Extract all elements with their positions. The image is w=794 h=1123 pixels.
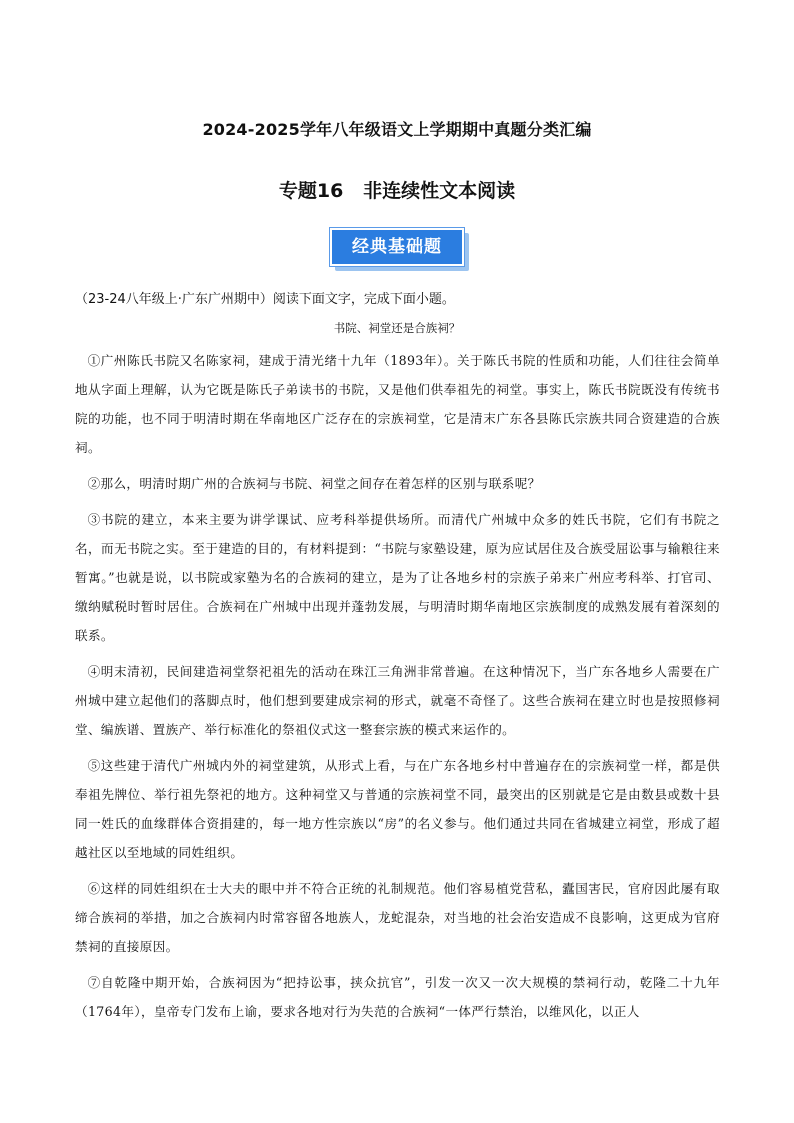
paragraph: ⑦自乾隆中期开始，合族祠因为“把持讼事，挟众抗官”，引发一次又一次大规模的禁祠行动，乾隆二十九年（1764年），皇帝专门发布上谕，要求各地对行为失范的合族祠“一体严行禁治，以维风化，以正人 [75,975,720,1019]
paragraph: ⑤这些建于清代广州城内外的祠堂建筑，从形式上看，与在广东各地乡村中普遍存在的宗族祠堂一样，都是供奉祖先牌位、举行祖先祭祀的地方。这种祠堂又与普通的宗族祠堂不同，最突出的区别就是它是由数县或数十县同一姓氏的血缘群体合资捐建的，每一地方性宗族以“房”的名义参与。他们通过共同在省城建立祠堂，形成了超越社区以至地域的同姓组织。 [75,758,720,860]
paragraph: ③书院的建立，本来主要为讲学课试、应考科举提供场所。而清代广州城中众多的姓氏书院，它们有书院之名，而无书院之实。至于建造的目的，有材料提到：“书院与家塾设建，原为应试居住及合族受屈讼事与输粮往来暂寓。”也就是说，以书院或家塾为名的合族祠的建立，是为了让各地乡村的宗族子弟来广州应考科举、打官司、缴纳赋税时暂时居住。合族祠在广州城中出现并蓬勃发展，与明清时期华南地区宗族制度的成熟发展有着深刻的联系。 [75,512,720,643]
paragraph: ⑥这样的同姓组织在士大夫的眼中并不符合正统的礼制规范。他们容易植党营私，蠹国害民，官府因此屡有取缔合族祠的举措，加之合族祠内时常容留各地族人，龙蛇混杂，对当地的社会治安造成不良影响，这更成为官府禁祠的直接原因。 [75,881,720,954]
topic-title: 专题16 非连续性文本阅读 [278,180,516,202]
paragraph: ②那么，明清时期广州的合族祠与书院、祠堂之间存在着怎样的区别与联系呢？ [87,476,541,491]
paragraph: ④明末清初，民间建造祠堂祭祀祖先的活动在珠江三角洲非常普遍。在这种情况下，当广东各地乡人需要在广州城中建立起他们的落脚点时，他们想到要建成宗祠的形式，就毫不奇怪了。这些合族祠在建立时也是按照修祠堂、编族谱、置族产、举行标准化的祭祖仪式这一整套宗族的模式来运作的。 [75,664,720,737]
document-title: 2024-2025学年八年级语文上学期期中真题分类汇编 [202,120,592,139]
section-badge [330,228,469,271]
paragraph: ①广州陈氏书院又名陈家祠，建成于清光绪十九年（1893年）。关于陈氏书院的性质和功能，人们往往会简单地从字面上理解，认为它既是陈氏子弟读书的书院，又是他们供奉祖先的祠堂。事实上，陈氏书院既没有传统书院的功能，也不同于明清时期在华南地区广泛存在的宗族祠堂，它是清末广东各县陈氏宗族共同合资建造的合族祠。 [75,353,720,455]
question-intro: （23-24八年级上·广东广州期中）阅读下面文字，完成下面小题。 [75,292,455,307]
article-title: 书院、祠堂还是合族祠？ [333,321,461,335]
badge-label: 经典基础题 [330,228,464,266]
article-body [75,346,720,1033]
